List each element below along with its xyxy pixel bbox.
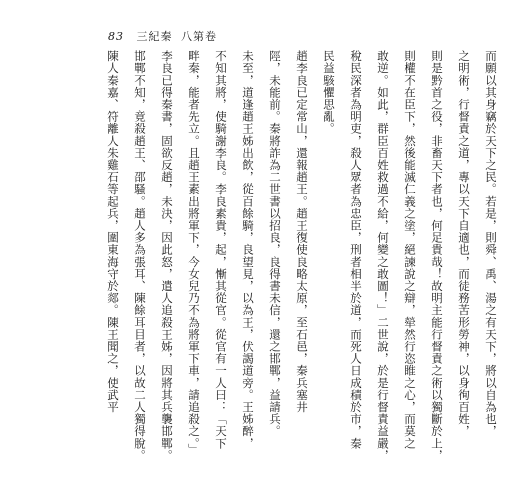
text-column: 李良已得秦書，固欲反趙，未決，因此怒，遣人追殺王姊，因將其兵襲邯鄲。 bbox=[160, 50, 174, 462]
running-title: 三紀秦 bbox=[136, 30, 173, 43]
text-column: 而願以其身竊於天下之民。若是，則舜、禹、湯之有天下，將以自為也， bbox=[484, 50, 498, 438]
text-column: 未至，道逢趙王姊出飲，從百餘騎，良望見，以為王，伏謁道旁。王姊醉， bbox=[241, 50, 255, 450]
page-header bbox=[108, 28, 217, 44]
text-column: 民益駭懼思亂。 bbox=[322, 50, 336, 135]
text-column: 稅民深者為明吏，殺人眾者為忠臣，刑者相半於道，而死人日成積於市，秦 bbox=[349, 50, 363, 450]
page-number: 83 bbox=[108, 30, 124, 43]
text-column: 畔秦，能者先立。且趙王素出將軍下，今女兒乃不為將軍下車，請追殺之。」 bbox=[187, 50, 201, 456]
text-column: 陘，未能前。秦將詐為二世書以招良，良得書未信，還之邯鄲，益請兵。 bbox=[268, 50, 282, 438]
text-column: 則權不在臣下，然後能滅仁義之塗，絕諫說之辯，犖然行恣睢之心，而莫之 bbox=[403, 50, 417, 450]
text-column: 之明術，行督責之道，專以天下自適也，而徒務苦形勞神，以身徇百姓， bbox=[457, 50, 471, 438]
text-column: 邯鄲不知，竟殺趙王、邵騷。趙人多為張耳、陳餘耳目者，以故二人獨得脫。 bbox=[133, 50, 147, 462]
volume-label: 八第卷 bbox=[181, 30, 217, 43]
text-column: 敢逆。如此，群臣百姓救過不給，何變之敢圖！」二世說，於是行督責益嚴， bbox=[376, 50, 390, 462]
text-column: 不知其將，使騎謝李良。李良素貴，起，慚其從官。從官有一人曰：「天下 bbox=[214, 50, 228, 450]
text-column: 趙李良已定常山，還報趙王。趙王復使良略太原，至石邑，秦兵塞井 bbox=[295, 50, 309, 413]
text-body bbox=[104, 50, 500, 482]
text-column: 陳人秦嘉、符離人朱雞石等起兵，圍東海守於郯。陳王聞之，使武平 bbox=[106, 50, 120, 413]
text-column: 則是黔首之役，非畜天下者也，何足貴哉！故明主能行督責之術以獨斷於上， bbox=[430, 50, 444, 462]
